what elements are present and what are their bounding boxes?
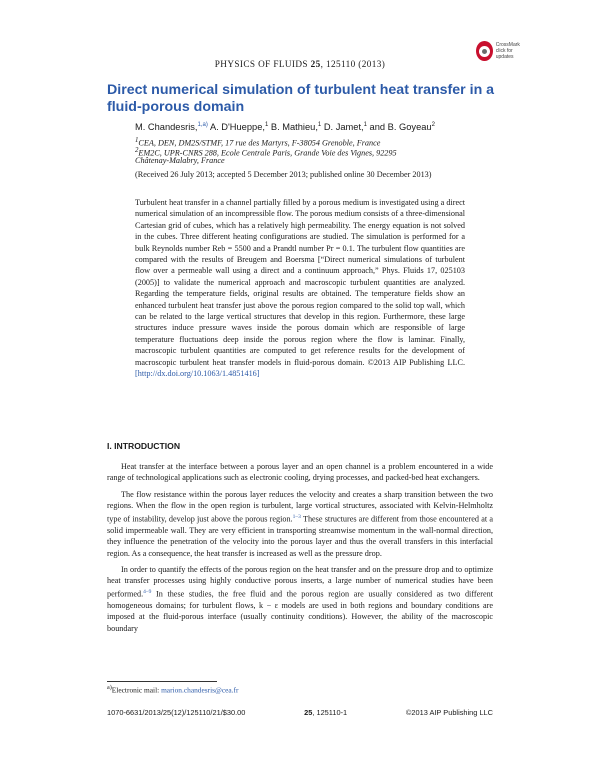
author-name: D. Jamet, — [321, 122, 364, 133]
affiliation-text: EM2C, UPR-CNRS 288, Ecole Centrale Paris, Grande Voie des Vignes, 92295 — [138, 148, 397, 158]
citation-link[interactable]: 1–3 — [292, 513, 301, 520]
footnote-label: a) — [107, 685, 112, 691]
email-link[interactable]: marion.chandesris@cea.fr — [161, 685, 239, 695]
received-dates: (Received 26 July 2013; accepted 5 December 2013; published online 30 December 2013) — [135, 170, 432, 179]
affiliation-number: 1 — [135, 137, 139, 144]
doi-link[interactable]: [http://dx.doi.org/10.1063/1.4851416] — [135, 369, 260, 379]
crossmark-label: CrossMark — [495, 42, 520, 48]
footer-copyright: ©2013 AIP Publishing LLC — [405, 708, 493, 717]
crossmark-badge[interactable] — [476, 40, 526, 62]
affiliation-number: 2 — [135, 147, 139, 154]
section-heading: I. INTRODUCTION — [107, 441, 181, 451]
crossmark-sublabel: click for updates — [495, 48, 514, 60]
author-name: A. D'Hueppe, — [207, 122, 265, 133]
copyright-line: ©2013 AIP Publishing LLC. — [367, 357, 465, 367]
footnote — [107, 685, 238, 694]
paragraph: Heat transfer at the interface between a porous layer and an open channel is a problem encountered in a wide range of technological applications such as electronic cooling, drying processes, and packed-bed heat exchangers. — [107, 462, 493, 483]
footnote-text: Electronic mail: — [111, 685, 162, 695]
author-affil-marker: 1 — [264, 122, 269, 128]
paper-title: Direct numerical simulation of turbulent heat transfer in a fluid-porous domain — [107, 82, 495, 115]
journal-volume: 25 — [310, 59, 321, 69]
author-affil-marker: 2 — [431, 122, 435, 128]
author-affil-marker[interactable]: 1,a) — [197, 122, 208, 128]
author-name: and B. Goyeau — [366, 122, 432, 133]
footer-code: 1070-6631/2013/25(12)/125110/21/$30.00 — [107, 708, 246, 717]
footer-page: 25, 125110-1 — [304, 708, 348, 717]
crossmark-icon — [476, 41, 493, 61]
journal-article: , 125110 (2013) — [320, 59, 386, 69]
footnote-divider — [107, 681, 217, 682]
author-name: M. Chandesris, — [135, 122, 198, 133]
abstract-text: Turbulent heat transfer in a channel partially filled by a porous medium is investigated using a direct numerical simulation of an incompressible flow. The porous medium consists of a three-dimensional Cartesian grid of cubes, which has a relatively high permeability. The energy equation is not solved in the cubes. Three different heating configurations are studied. The simulation is performed for a bulk Reynolds number Reb = 5500 and a Prandtl number Pr = 0.1. The turbulent flow quantities are compared with the results of Breugem and Boersma [“Direct numerical simulations of turbulent flow over a permeable wall using a direct and a continuum approach,” Phys. Fluids 17, 025103 (2005)] to validate the numerical approach and macroscopic turbulent quantities are analyzed. Regarding the temperature fields, original results are obtained. The temperature fields show an enhanced turbulent heat transfer just above the porous region compared to the solid top wall, which can be related to the large vertical structures that develop in this region. Furthermore, these large structures induce pressure waves inside the porous domain which are responsible of large temperature fluctuations deep inside the porous region where the flow is laminar. Finally, macroscopic turbulent quantities are computed to get reference results for the development of macroscopic turbulent heat transfer models in fluid-porous domain. — [135, 198, 465, 367]
body-text — [107, 461, 493, 639]
page-footer — [107, 708, 493, 717]
abstract — [135, 197, 465, 380]
author-name: B. Mathieu, — [268, 122, 318, 133]
author-affil-marker: 1 — [317, 122, 322, 128]
author-affil-marker: 1 — [363, 122, 367, 128]
citation-link[interactable]: 4–9 — [143, 588, 152, 595]
journal-name: PHYSICS OF FLUIDS — [214, 59, 308, 69]
paragraph: The flow resistance within the porous layer reduces the velocity and creates a sharp transition between the two regions. When the flow in the open region is turbulent, large vortical structures, associated with Kelvin-Helmholtz type of instability, develop just above the porous region.$^{1-3}$ These structures are different from those encountered at a solid impermeable wall. They are very efficient in transporting streamwise momentum in the wall-normal direction, they influence the penetration of the velocity into the porous layer and thus the overall transfers in this interfacial region. As a consequence, the heat transfer is increased as well as the pressure drop. — [107, 489, 493, 558]
author-list — [135, 122, 435, 132]
affiliation-text: CEA, DEN, DM2S/STMF, 17 rue des Martyrs, F-38054 Grenoble, France — [138, 138, 381, 148]
affiliation-2-cont: Châtenay-Malabry, France — [135, 156, 225, 165]
paragraph: In order to quantify the effects of the porous region on the heat transfer and on the pressure drop and to optimize heat transfer processes using highly conductive porous inserts, a large number of numerical studies have been performed.$^{4-9}$ In these studies, the free fluid and the porous region are usually considered as two different homogeneous domains; for turbulent flows, k − ε models are used in both regions and boundary conditions are imposed at the fluid-porous interface (usually continuity conditions). However, the ability of the macroscopic boundary — [107, 564, 493, 633]
